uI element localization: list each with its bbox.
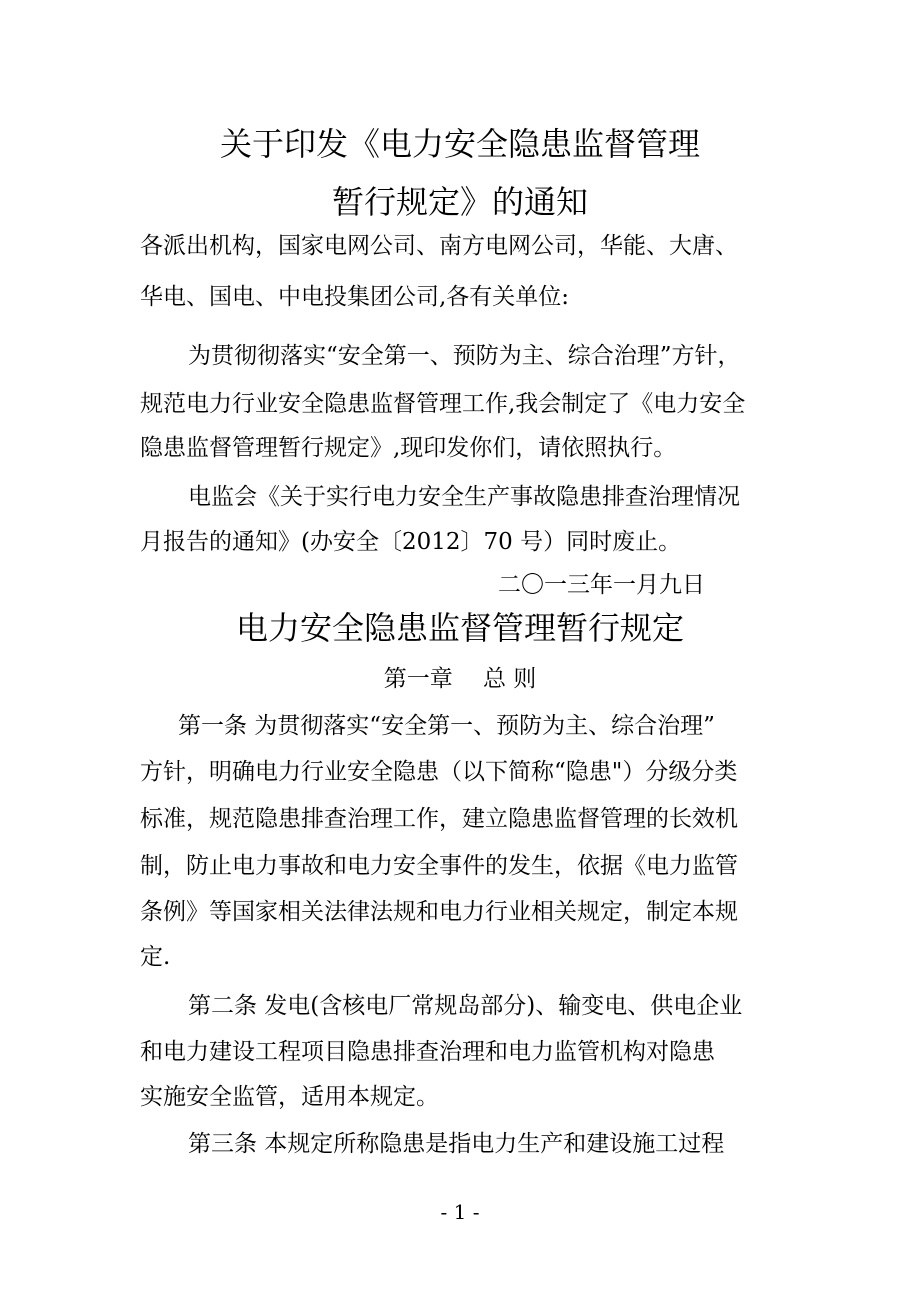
addressee-line-1: 各派出机构，国家电网公司、南方电网公司，华能、大唐、 — [140, 233, 738, 259]
article-1-line-4: 制，防止电力事故和电力安全事件的发生，依据《电力监管 — [140, 853, 738, 879]
regulation-title: 电力安全隐患监督管理暂行规定 — [235, 609, 684, 647]
addressee-line-2: 华电、国电、中电投集团公司,各有关单位: — [140, 284, 570, 310]
article-1-line-3: 标准，规范隐患排查治理工作，建立隐患监督管理的长效机 — [140, 806, 738, 832]
article-1-line-6: 定. — [140, 944, 171, 970]
article-2-line-2: 和电力建设工程项目隐患排查治理和电力监管机构对隐患 — [140, 1039, 715, 1065]
notice-title-line-1: 关于印发《电力安全隐患监督管理 — [219, 125, 700, 163]
notice-paragraph-1-line-2: 规范电力行业安全隐患监督管理工作,我会制定了《电力安全 — [140, 391, 746, 417]
article-1-line-5: 条例》等国家相关法律法规和电力行业相关规定，制定本规 — [140, 899, 738, 925]
page-number: - 1 - — [440, 1200, 480, 1224]
article-3-line-1: 第三条 本规定所称隐患是指电力生产和建设施工过程 — [188, 1131, 725, 1157]
article-2-line-1: 第二条 发电(含核电厂常规岛部分)、输变电、供电企业 — [188, 993, 743, 1019]
chapter-heading: 第一章 总 则 — [383, 666, 537, 692]
article-2-line-3: 实施安全监管，适用本规定。 — [140, 1084, 439, 1110]
notice-date: 二〇一三年一月九日 — [498, 572, 705, 598]
notice-title-line-2: 暂行规定》的通知 — [331, 183, 588, 221]
notice-paragraph-2-line-2: 月报告的通知》(办安全〔2012〕70 号）同时废止。 — [140, 529, 682, 555]
notice-paragraph-1-line-3: 隐患监督管理暂行规定》,现印发你们，请依照执行。 — [140, 435, 677, 461]
notice-paragraph-2-line-1: 电监会《关于实行电力安全生产事故隐患排查治理情况 — [188, 484, 740, 510]
article-1-line-1: 第一条 为贯彻落实“安全第一、预防为主、综合治理” — [178, 713, 715, 739]
notice-paragraph-1-line-1: 为贯彻彻落实“安全第一、预防为主、综合治理”方针， — [188, 343, 741, 369]
article-1-line-2: 方针，明确电力行业安全隐患（以下简称“隐患"）分级分类 — [140, 759, 738, 785]
